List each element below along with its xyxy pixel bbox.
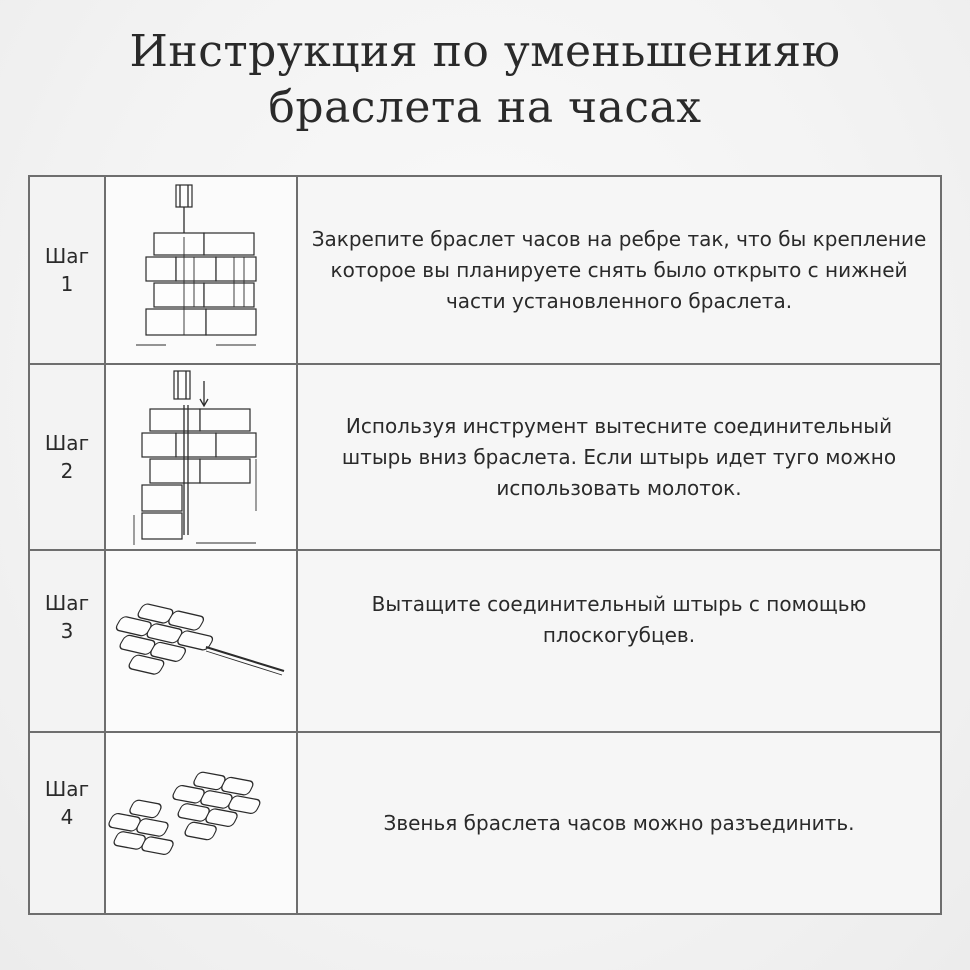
step-row-3 xyxy=(30,551,940,731)
step-label: Шаг xyxy=(44,777,90,801)
instruction-table xyxy=(28,175,942,915)
step-text: Используя инструмент вытесните соединительный штырь вниз браслета. Если штырь идет туго можно использовать молоток. xyxy=(341,413,897,500)
step-text: Звенья браслета часов можно разъединить. xyxy=(383,810,855,835)
step-number: 3 xyxy=(60,619,74,643)
step-text-cell xyxy=(298,551,940,731)
step-row-2 xyxy=(30,365,940,549)
step-label-cell xyxy=(30,177,106,363)
separated-links-icon xyxy=(106,733,298,913)
step-label: Шаг xyxy=(44,591,90,615)
page-title xyxy=(0,24,970,136)
step-text-cell xyxy=(298,733,940,913)
step-text: Вытащите соединительный штырь с помощью плоскогубцев. xyxy=(371,592,867,647)
title-line-2: браслета на часах xyxy=(268,82,702,133)
step-row-4 xyxy=(30,733,940,913)
pin-pull-out-icon xyxy=(106,551,298,731)
step-label-cell xyxy=(30,551,106,731)
step-number: 2 xyxy=(60,459,74,483)
step-row-1 xyxy=(30,177,940,363)
watch-band-pin-tool-icon xyxy=(106,177,298,363)
step-text-cell xyxy=(298,365,940,549)
step-text: Закрепите браслет часов на ребре так, что бы крепление которое вы планируете снять было открыто с нижней части установленного браслета. xyxy=(311,226,927,313)
step-number: 4 xyxy=(60,805,74,829)
step-text-cell xyxy=(298,177,940,363)
pin-push-down-icon xyxy=(106,365,298,549)
step-label-cell xyxy=(30,365,106,549)
step-number: 1 xyxy=(60,272,74,296)
step-label: Шаг xyxy=(44,244,90,268)
step-label-cell xyxy=(30,733,106,913)
title-line-1: Инструкция по уменьшенияю xyxy=(129,26,841,77)
step-label: Шаг xyxy=(44,431,90,455)
